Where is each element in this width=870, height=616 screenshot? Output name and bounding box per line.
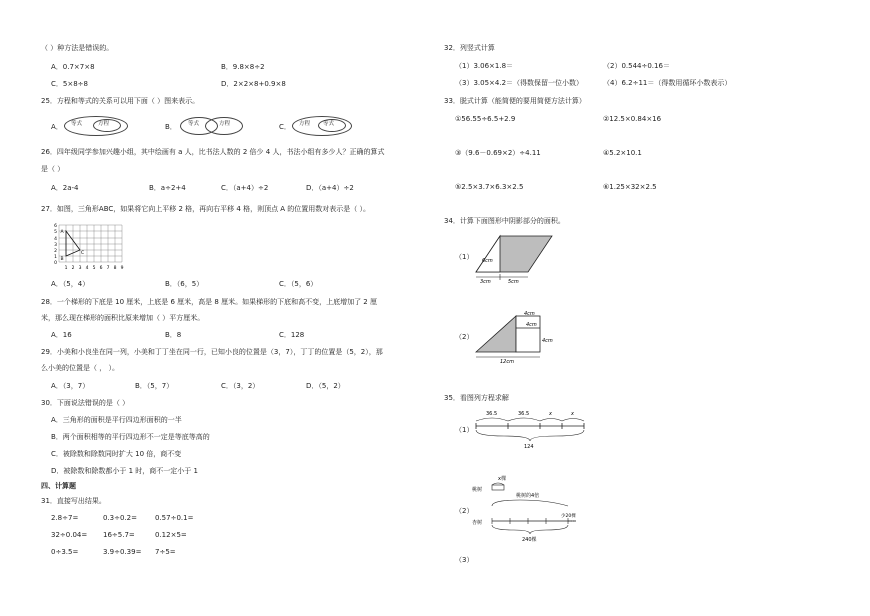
q26-option-c[interactable]: C．（a+4）÷2 [221,184,269,192]
q27-y-tick: 4 [54,237,57,242]
q27-y-tick: 0 [54,261,57,266]
q27-x-tick: 4 [85,266,89,271]
q32-item-4: （4）6.2÷11＝（得数用循环小数表示） [603,79,732,87]
q31-cell: 0.57÷0.1= [155,514,194,522]
q33-stem: 33．脱式计算（能简便的要用简便方法计算） [444,97,586,105]
q32-item-2: （2）0.544÷0.16＝ [603,62,670,70]
q26-option-d[interactable]: D．（a+4）÷2 [306,184,354,192]
q27-x-tick: 2 [71,266,75,271]
q35-d1-bottom-brace [476,430,584,441]
q28-option-a[interactable]: A．16 [51,331,72,339]
q35-segment-diagram-1 [474,410,590,452]
q31-cell: 0.3÷0.2= [103,514,137,522]
q27-x-tick: 7 [106,266,110,271]
q29-option-b[interactable]: B．（5，7） [135,382,174,390]
q27-y-tick: 5 [54,230,57,235]
q27-option-a[interactable]: A．（5，4） [51,280,90,288]
q35-d1-top-brace [476,418,584,421]
q33-item-1: ①56.55÷6.5+2.9 [455,115,516,123]
q27-y-tick: 2 [54,249,57,254]
q30-stem: 30．下面说法错误的是（ ） [41,399,130,407]
q30-option-a[interactable]: A．三角形的面积是平行四边形面积的一半 [51,416,182,424]
q27-vertex-b-label: B [60,257,64,262]
q24-option-d[interactable]: D．2×2×8+0.9×8 [221,80,286,88]
q35-d1-total-label: 124 [524,444,534,450]
q34-f1-height-label: 6cm [482,258,493,264]
q35-part-3-label: （3） [455,556,474,564]
q26-stem-line2: 是（ ） [41,165,65,173]
q27-option-b[interactable]: B．（6，5） [165,280,204,288]
q25-stem: 25．方程和等式的关系可以用下面（ ）图来表示。 [41,97,200,105]
q25-c-fc-label: 方程 [299,121,311,127]
q25-a-eq-label: 等式 [71,121,83,127]
q24-option-b[interactable]: B．9.8×8÷2 [221,63,265,71]
q31-stem: 31．直接写出结果。 [41,497,106,505]
q26-stem-line1: 26．四年级同学参加兴趣小组，其中绘画有 a 人，比书法人数的 2 倍少 4 人，书法小组有多少人？正确的算式 [41,148,385,156]
q33-item-5: ⑤2.5×3.7×6.3×2.5 [455,183,524,191]
q28-stem-line2: 米，那么现在梯形的面积比原来增加（ ）平方厘米。 [41,314,205,322]
q35-segment-diagram-2 [470,472,582,544]
q27-vertex-c-label: C [81,251,85,256]
q34-unshaded-triangle [476,236,500,272]
q35-d2-total-label: 240棵 [522,537,537,543]
q31-cell: 0÷3.5= [51,548,79,556]
q27-y-tick: 6 [54,224,57,229]
q35-d2-peach-bar [492,485,504,490]
q32-item-3: （3）3.05×4.2＝（得数保留一位小数） [455,79,584,87]
q27-grid-figure [52,222,124,274]
q25-option-b[interactable]: B． [165,123,177,131]
section-heading-calculation: 四、计算题 [41,482,76,490]
q35-d2-almond-label: 杏树 [472,520,483,526]
q34-f1-base-b-label: 5cm [508,279,519,285]
q28-option-b[interactable]: B．8 [165,331,182,339]
q30-option-b[interactable]: B．两个面积相等的平行四边形不一定是等底等高的 [51,433,210,441]
q34-stem: 34．计算下面图形中阴影部分的面积。 [444,217,565,225]
q29-option-a[interactable]: A．（3，7） [51,382,90,390]
q26-option-b[interactable]: B．a÷2+4 [149,184,186,192]
q35-d2-less-label: 少20棵 [561,514,576,519]
q31-cell: 7÷5= [155,548,176,556]
q24-option-a[interactable]: A．0.7×7×8 [51,63,95,71]
q35-part-1-label: （1） [455,426,474,434]
q24-stem: （ ）种方法是错误的。 [41,44,114,52]
q33-item-2: ②12.5×0.84×16 [603,115,662,123]
q28-stem-line1: 28．一个梯形的下底是 10 厘米，上底是 6 厘米，高是 8 厘米。如果梯形的下底和高不变，上底增加了 2 厘 [41,298,377,306]
q35-d1-seg2-label: 36.5 [518,411,530,417]
q27-stem: 27．如图，三角形ABC，如果将它向上平移 2 格，再向右平移 4 格，则顶点 A 的位置用数对表示是（ ）。 [41,205,371,213]
q34-f1-base-a-label: 3cm [480,279,491,285]
q35-part-2-label: （2） [455,507,474,515]
q25-option-a[interactable]: A． [51,123,63,131]
q34-shaded-triangle [476,316,516,352]
q35-d2-total-brace [492,525,568,534]
q27-x-tick: 6 [99,266,103,271]
q31-cell: 32÷0.04= [51,531,88,539]
q33-item-6: ⑥1.25×32×2.5 [603,183,657,191]
q35-d2-peach-label: 桃树 [472,487,483,493]
q34-part-1-label: （1） [455,253,474,261]
q34-f2-side-label: 4cm [542,338,553,344]
q33-item-3: ③（9.6－0.69×2）÷4.11 [455,149,541,157]
q29-stem-line2: 么小美的位置是（ ， ）。 [41,364,119,372]
q30-option-c[interactable]: C．被除数和除数同时扩大 10 倍，商不变 [51,450,182,458]
q28-option-c[interactable]: C．128 [279,331,305,339]
q27-y-tick: 3 [54,243,57,248]
q31-cell: 16÷5.7= [103,531,135,539]
q34-triangle-figure [474,310,558,366]
q26-option-a[interactable]: A．2a-4 [51,184,79,192]
q29-option-d[interactable]: D．（5，2） [306,382,345,390]
q27-x-tick: 1 [64,266,68,271]
q27-option-c[interactable]: C．（5，6） [279,280,318,288]
q33-item-4: ④5.2×10.1 [603,149,642,157]
q34-f2-mid-label: 4cm [526,322,537,328]
q30-option-d[interactable]: D．被除数和除数都小于 1 时，商不一定小于 1 [51,467,198,475]
q25-option-c[interactable]: C． [279,123,291,131]
q35-d1-seg1-label: 36.5 [486,411,498,417]
q29-option-c[interactable]: C．（3，2） [221,382,260,390]
q27-y-tick: 1 [54,255,57,260]
q32-stem: 32．列竖式计算 [444,44,495,52]
q25-b-fc-label: 方程 [219,121,231,127]
q34-f2-top-label: 4cm [524,311,535,317]
q34-f2-base-label: 12cm [500,359,514,365]
q35-d1-seg4-label: x [571,411,574,417]
q25-a-fc-label: 方程 [98,121,110,127]
q27-grid-lines [59,225,122,262]
q34-part-2-label: （2） [455,333,474,341]
q27-x-tick: 9 [120,266,124,271]
q35-d2-peach4-brace [492,500,568,506]
q25-c-eq-label: 等式 [323,121,335,127]
q35-d2-x-label: x棵 [498,476,506,482]
q31-cell: 2.8÷7= [51,514,79,522]
q34-parallelogram-figure [476,232,556,284]
q35-stem: 35．看图列方程求解 [444,394,509,402]
q29-stem-line1: 29．小美和小良坐在同一列，小美和丁丁坐在同一行，已知小良的位置是（3，7），丁丁的位置是（5，2），那 [41,348,383,356]
q35-d1-seg3-label: x [549,411,552,417]
q27-x-tick: 3 [78,266,82,271]
q24-option-c[interactable]: C．5×8÷8 [51,80,88,88]
q32-item-1: （1）3.06×1.8＝ [455,62,514,70]
q25-b-eq-label: 等式 [188,121,200,127]
q31-cell: 0.12×5= [155,531,187,539]
q27-x-tick: 5 [92,266,96,271]
q31-cell: 3.9÷0.39= [103,548,142,556]
q27-vertex-a-label: A [60,230,64,235]
q27-x-tick: 8 [113,266,117,271]
q35-d2-peach4-label: 桃树的4倍 [516,493,540,499]
